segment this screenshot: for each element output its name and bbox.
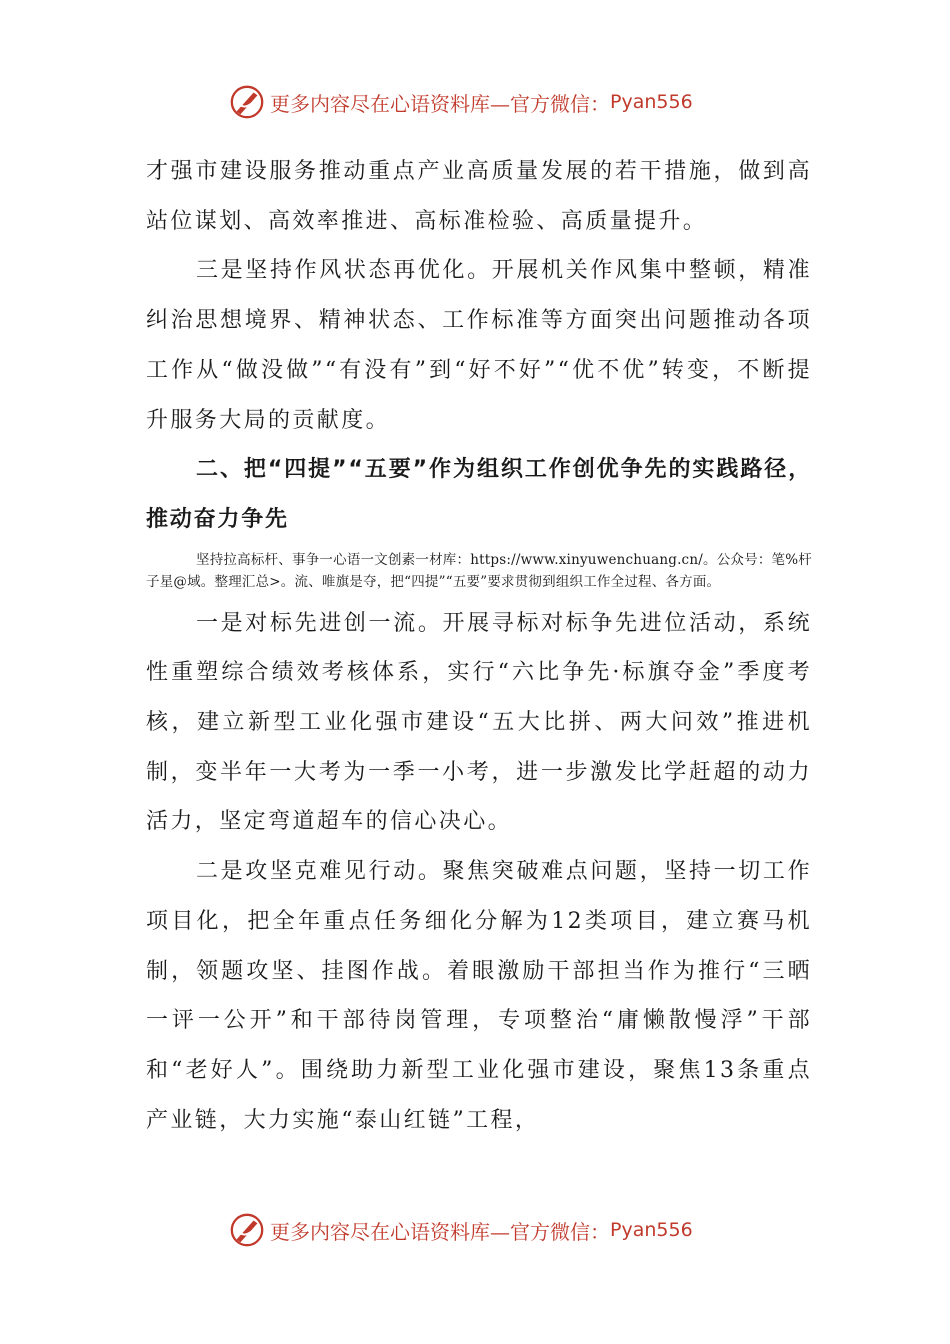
- header-banner-wechat-id: Pyan556: [610, 91, 693, 113]
- section-heading: 二、把“四提”“五要”作为组织工作创优争先的实践路径，推动奋力争先: [146, 457, 812, 532]
- paragraph-tackle: 二是攻坚克难见行动。聚焦突破难点问题，坚持一切工作项目化，把全年重点任务细化分解为12类项目，建立赛马机制，领题攻坚、挂图作战。着眼激励干部担当作为推行“三晒一评一公开”和干部待岗管理，专项整治“庸懒散慢浮”干部和“老好人”。围绕助力新型工业化强市建设，聚焦13条重点产业链，大力实施“泰山红链”工程，: [146, 859, 812, 1133]
- paragraph-continuation: 才强市建设服务推动重点产业高质量发展的若干措施，做到高站位谋划、高效率推进、高标准检验、高质量提升。: [146, 159, 812, 234]
- watermark-note: 坚持拉高标杆、事争一心语一文创素一材库：https://www.xinyuwenchuang.cn/。公众号：笔%杆子星@域。整理汇总>。流、唯旗是夺，把“四提”“五要”要求贯彻到组织工作全过程、各方面。: [146, 551, 812, 590]
- pen-logo-icon: [228, 83, 266, 121]
- header-banner: [228, 82, 748, 122]
- footer-banner: [228, 1210, 748, 1250]
- page-body: [146, 147, 812, 1145]
- paragraph-benchmark: 一是对标先进创一流。开展寻标对标争先进位活动，系统性重塑综合绩效考核体系，实行“六比争先·标旗夺金”季度考核，建立新型工业化强市建设“五大比拼、两大问效”推进机制，变半年一大考为一季一小考，进一步激发比学赶超的动力活力，坚定弯道超车的信心决心。: [146, 610, 812, 835]
- footer-banner-text: 更多内容尽在心语资料库—官方微信：: [270, 1219, 610, 1244]
- header-banner-text: 更多内容尽在心语资料库—官方微信：: [270, 91, 610, 116]
- footer-banner-wechat-id: Pyan556: [610, 1219, 693, 1241]
- pen-logo-icon: [228, 1211, 266, 1249]
- paragraph-style: 三是坚持作风状态再优化。开展机关作风集中整顿，精准纠治思想境界、精神状态、工作标准等方面突出问题推动各项工作从“做没做”“有没有”到“好不好”“优不优”转变，不断提升服务大局的贡献度。: [146, 258, 812, 433]
